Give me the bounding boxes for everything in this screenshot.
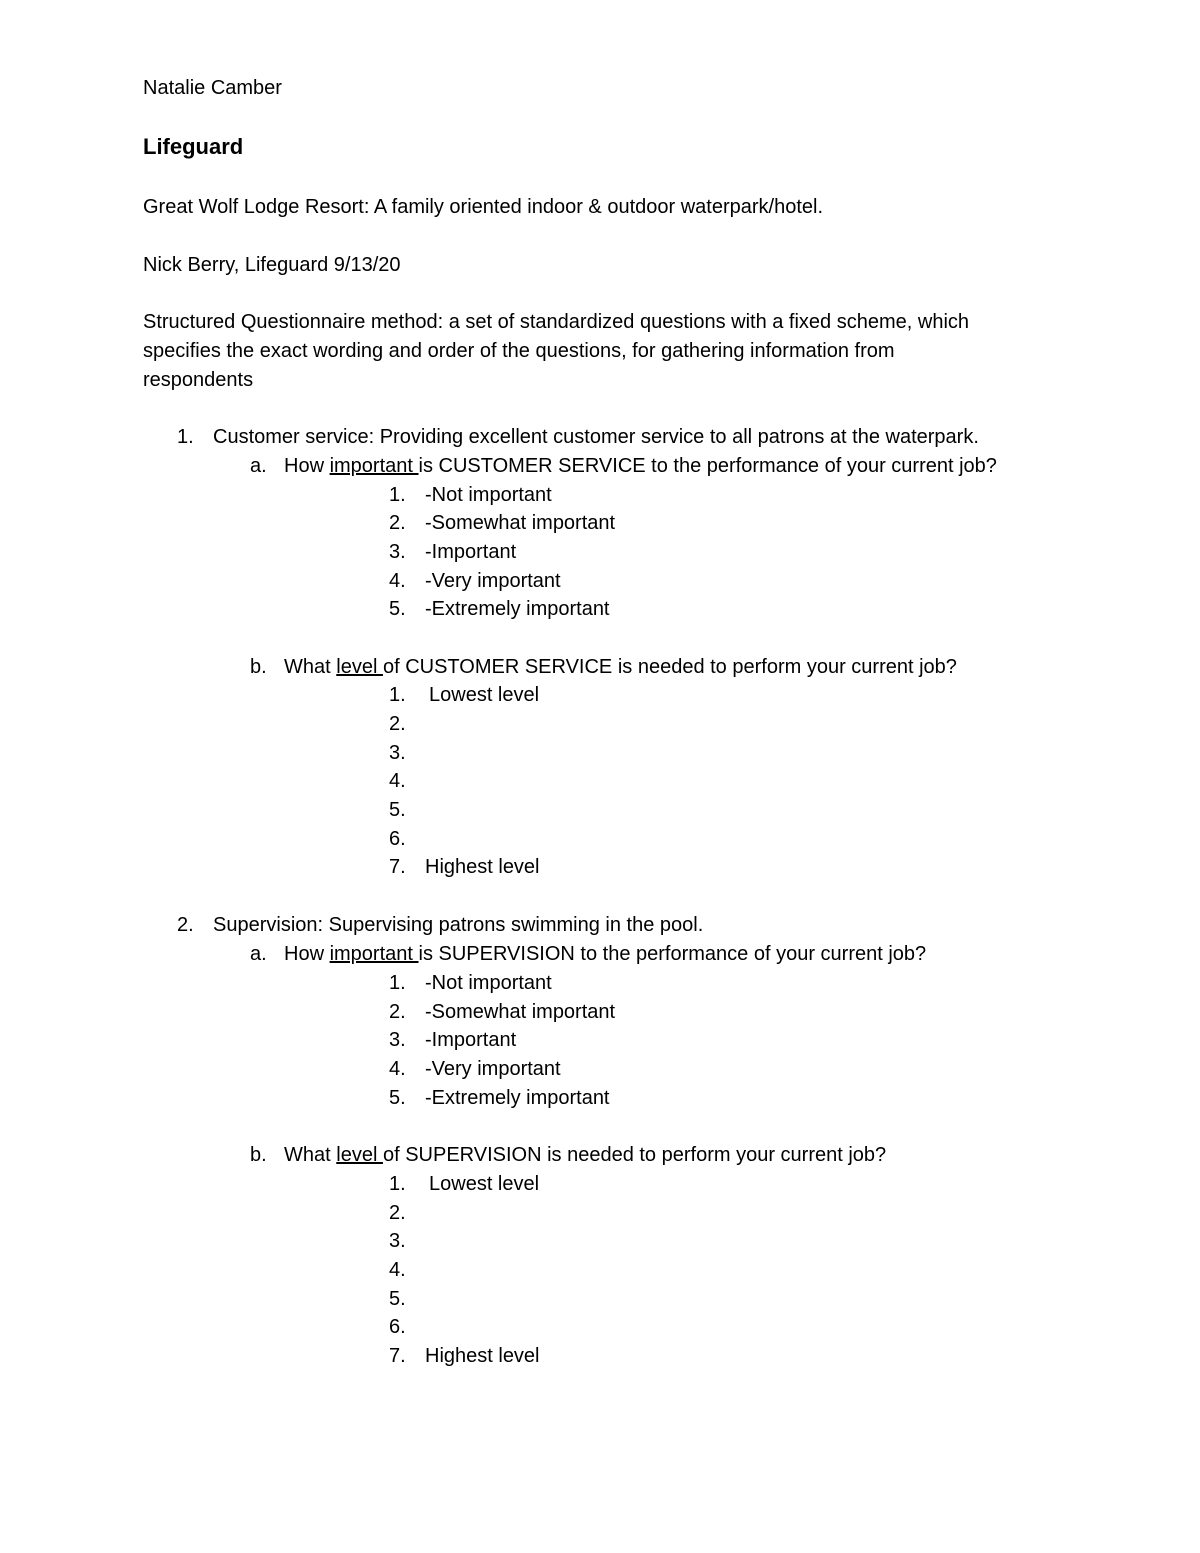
option-number: 1. [389,1173,406,1195]
section-number: 2. [177,914,194,936]
option-label: Lowest level [429,684,540,706]
option-number: 4. [389,570,406,592]
question-text-post: of CUSTOMER SERVICE is needed to perform your current job? [382,656,957,678]
question-text-underlined: level [336,656,383,678]
option-label: -Not important [425,972,552,994]
option-label: -Very important [425,570,561,592]
option-label: -Important [425,541,517,563]
option-number: 7. [389,1345,406,1367]
question-text-pre: What [284,1144,337,1166]
option-number: 2. [389,1001,406,1023]
option-number: 2. [389,713,406,735]
option-number: 6. [389,828,406,850]
section-text: Customer service: Providing excellent customer service to all patrons at the waterpark. [213,426,979,448]
option-number: 1. [389,484,406,506]
question-text-pre: How [284,455,330,477]
option-number: 3. [389,541,406,563]
option-number: 5. [389,1288,406,1310]
question-text [284,1143,886,1167]
interviewee-line: Nick Berry, Lifeguard 9/13/20 [143,254,401,276]
option-number: 3. [389,1029,406,1051]
question-text-pre: What [284,656,337,678]
section-text: Supervision: Supervising patrons swimming in the pool. [213,914,704,936]
option-label: Highest level [425,856,540,878]
option-number: 5. [389,1087,406,1109]
option-number: 4. [389,770,406,792]
option-label: Highest level [425,1345,540,1367]
option-label: Lowest level [429,1173,540,1195]
question-text [284,454,997,478]
option-number: 1. [389,972,406,994]
author-name: Natalie Camber [143,77,282,99]
question-text [284,942,926,966]
section-number: 1. [177,426,194,448]
option-number: 2. [389,1202,406,1224]
question-text-underlined: important [329,455,419,477]
option-number: 3. [389,742,406,764]
option-label: -Extremely important [425,598,610,620]
question-text-post: is CUSTOMER SERVICE to the performance of your current job? [418,455,997,477]
question-text-underlined: important [329,943,419,965]
option-label: -Important [425,1029,517,1051]
method-line-1: Structured Questionnaire method: a set of standardized questions with a fixed scheme, which [143,311,970,333]
option-label: -Somewhat important [425,512,616,534]
question-letter: a. [250,943,267,965]
question-text-underlined: level [336,1144,383,1166]
option-number: 7. [389,856,406,878]
option-number: 5. [389,598,406,620]
method-line-2: specifies the exact wording and order of the questions, for gathering information from [143,340,895,362]
option-number: 6. [389,1316,406,1338]
option-label: -Not important [425,484,552,506]
question-letter: b. [250,656,267,678]
option-label: -Somewhat important [425,1001,616,1023]
option-number: 4. [389,1259,406,1281]
option-label: -Very important [425,1058,561,1080]
option-number: 5. [389,799,406,821]
question-text-post: of SUPERVISION is needed to perform your current job? [382,1144,887,1166]
question-text [284,655,957,679]
question-text-pre: How [284,943,330,965]
question-text-post: is SUPERVISION to the performance of your current job? [418,943,927,965]
option-label: -Extremely important [425,1087,610,1109]
option-number: 2. [389,512,406,534]
document-title: Lifeguard [143,134,244,159]
question-letter: a. [250,455,267,477]
organization-description: Great Wolf Lodge Resort: A family oriented indoor & outdoor waterpark/hotel. [143,196,823,218]
question-letter: b. [250,1144,267,1166]
option-number: 4. [389,1058,406,1080]
option-number: 3. [389,1230,406,1252]
method-line-3: respondents [143,369,254,391]
option-number: 1. [389,684,406,706]
